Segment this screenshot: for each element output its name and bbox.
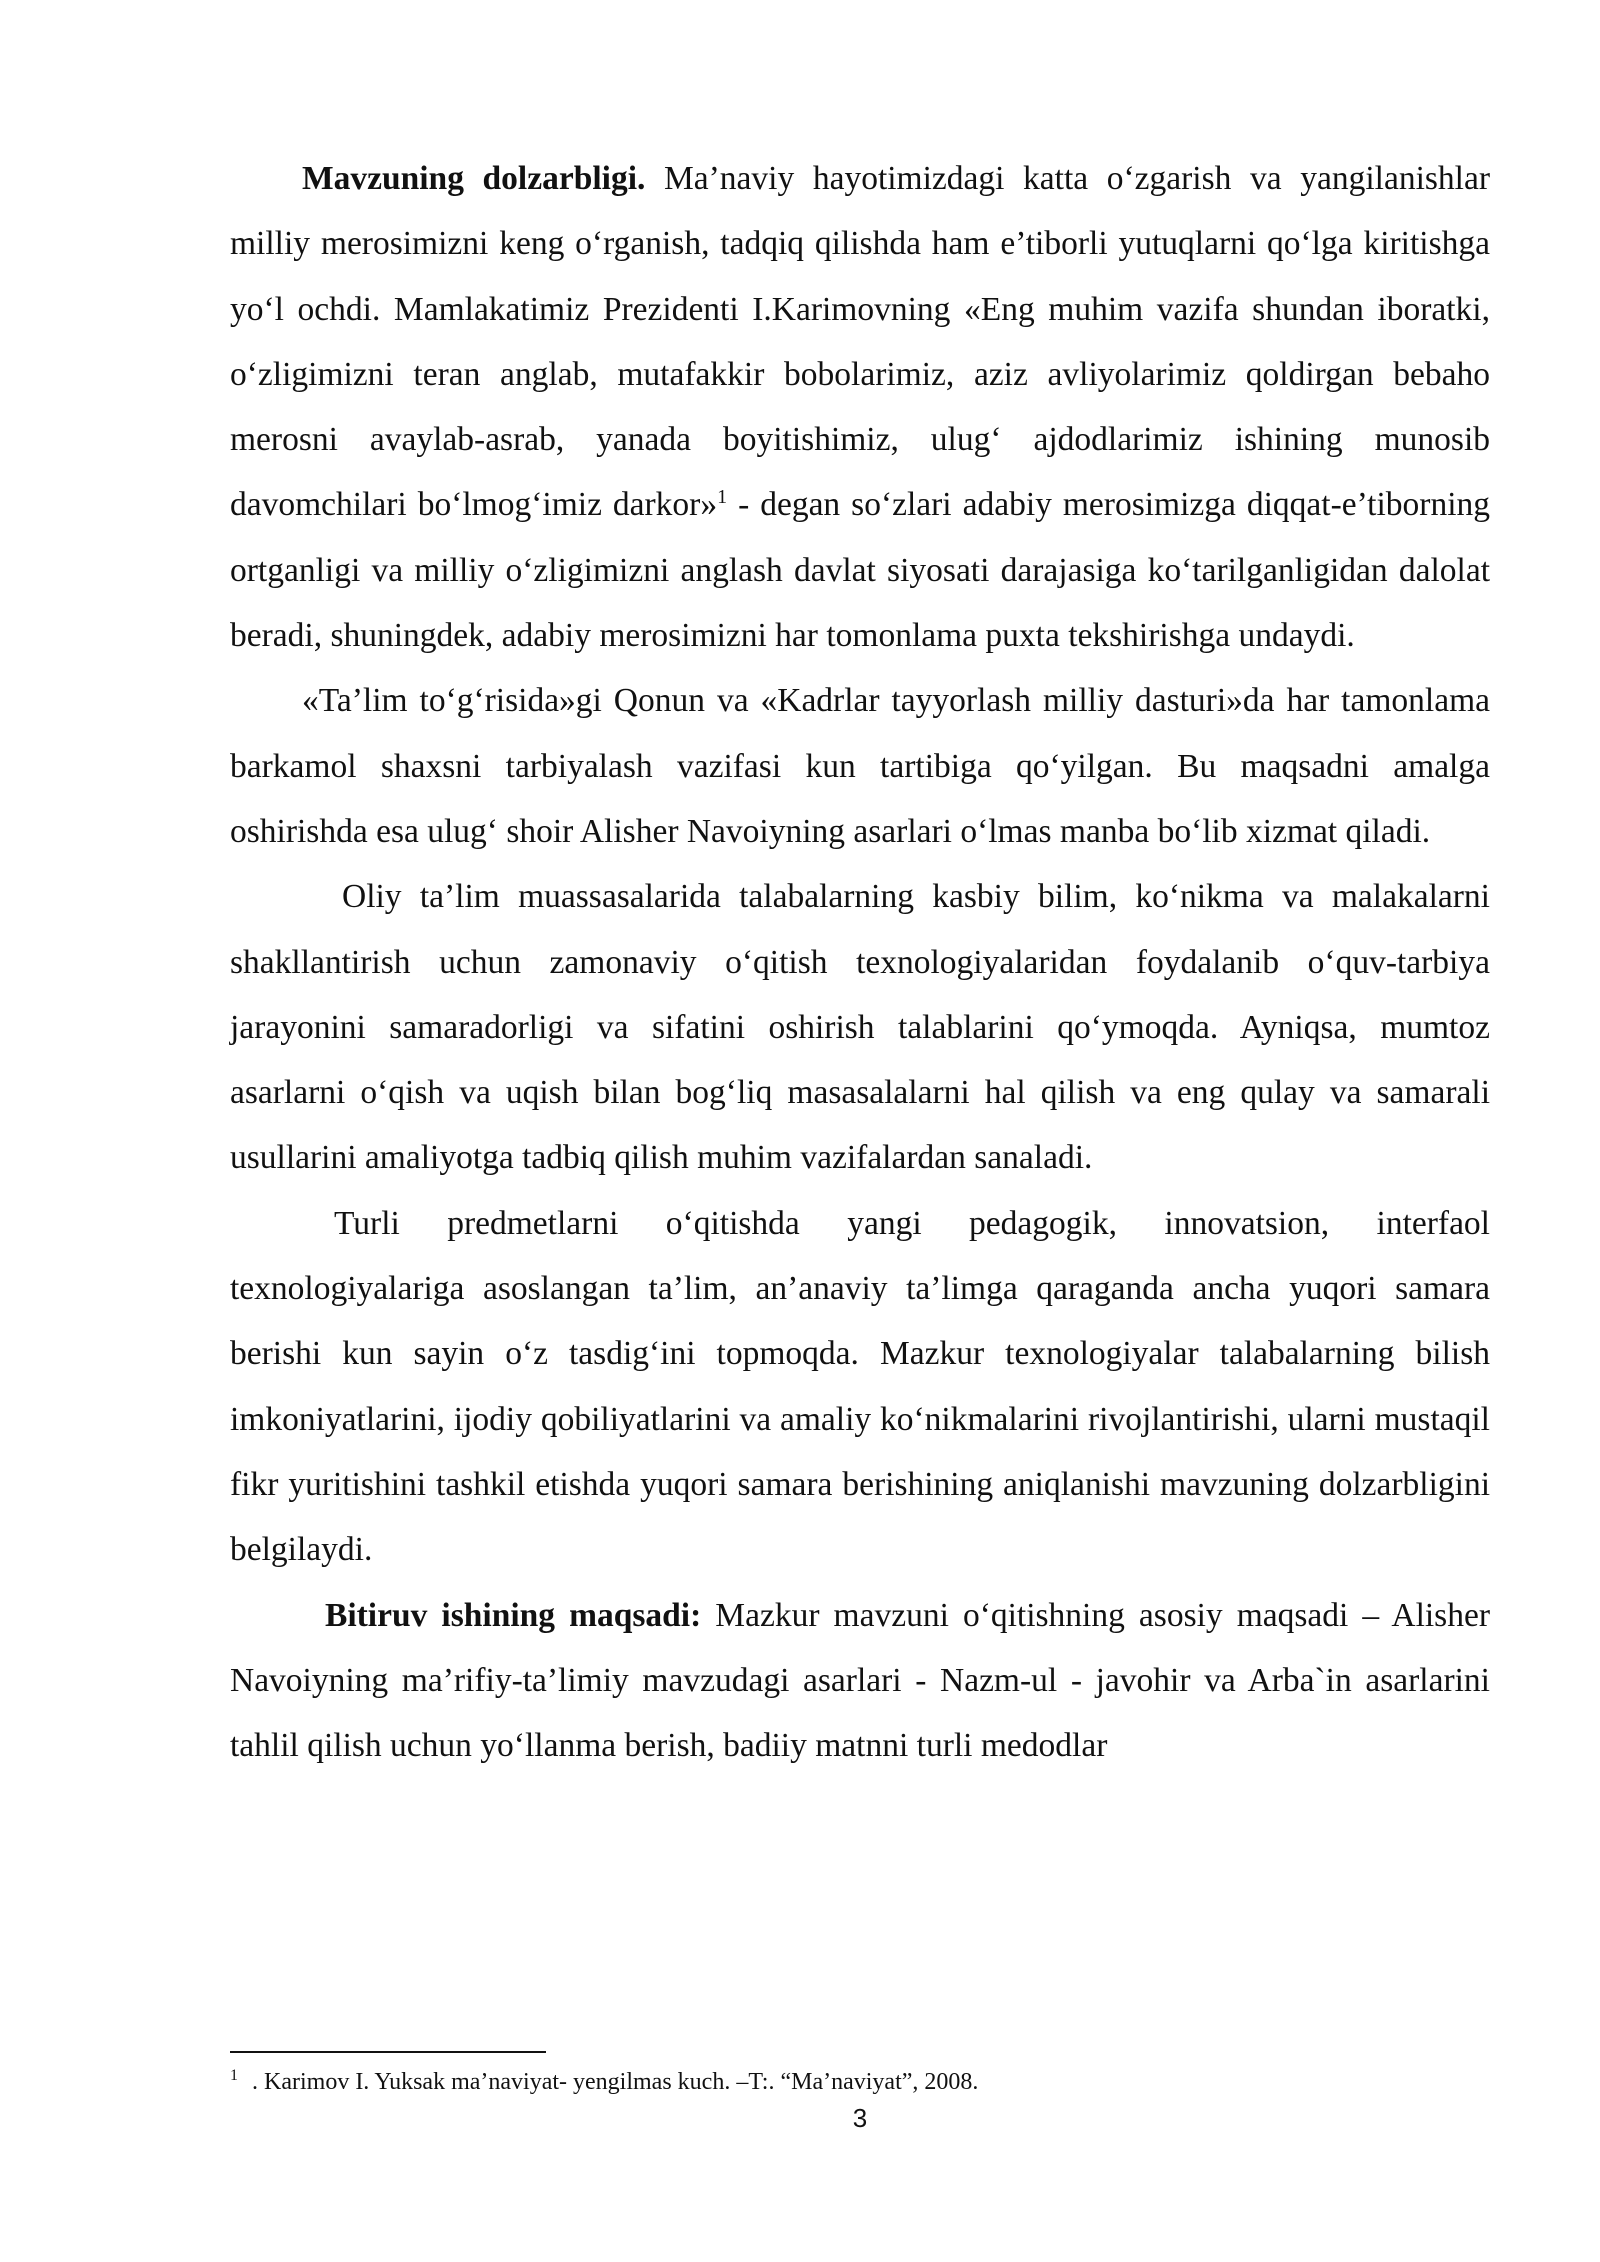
section-heading-relevance: Mavzuning dolzarbligi.	[302, 160, 646, 197]
paragraph-technologies: Turli predmetlarni o‘qitishda yangi pedagogik, innovatsion, interfaol texnologiyalariga asoslangan ta’lim, an’anaviy ta’limga qaraganda ancha yuqori samara berishi kun sayin o‘z tasdig‘ini topmoqda. Mazkur texnologiyalar talabalarning bilish imkoniyatlarini, ijodiy qobiliyatlarini va amaliy ko‘nikmalarini rivojlantirishi, ularni mustaqil fikr yuritishini tashkil etishda yuqori samara berishining aniqlanishi mavzuning dolzarbligini belgilaydi.	[230, 1204, 1490, 1569]
document-page	[230, 146, 1490, 1778]
footnote-number: 1	[230, 2067, 238, 2084]
paragraph-text: Mazkur mavzuni o‘qitishning asosiy maqsadi – Alisher Navoiyning ma’rifiy-ta’limiy mavzudagi asarlari - Nazm-ul - javohir va Arba`in asarlarini tahlil qilish uchun yo‘llanma berish, badiiy matnni turli medodlar	[230, 1596, 1490, 1765]
paragraph-text: - degan so‘zlari adabiy merosimizga diqqat-e’tiborning ortganligi va milliy o‘zligimizni anglash davlat siyosati darajasiga ko‘tarilganligidan dalolat beradi, shuningdek, adabiy merosimizni har tomonlama puxta tekshirishga undaydi.	[230, 486, 1490, 655]
paragraph-goal	[230, 1583, 1490, 1779]
paragraph-higher-education: Oliy ta’lim muassasalarida talabalarning kasbiy bilim, ko‘nikma va malakalarni shakllantirish uchun zamonaviy o‘qitish texnologiyalaridan foydalanib o‘quv-tarbiya jarayonini samaradorligi va sifatini oshirish talablarini qo‘ymoqda. Ayniqsa, mumtoz asarlarni o‘qish va uqish bilan bog‘liq masasalalarni hal qilish va eng qulay va samarali usullarini amaliyotga tadbiq qilish muhim vazifalardan sanaladi.	[230, 878, 1490, 1177]
footnote	[230, 2064, 1490, 2100]
paragraph-relevance	[230, 146, 1490, 668]
paragraph-law: «Ta’lim to‘g‘risida»gi Qonun va «Kadrlar tayyorlash milliy dasturi»da har tamonlama barkamol shaxsni tarbiyalash vazifasi kun tartibiga qo‘yilgan. Bu maqsadni amalga oshirishda esa ulug‘ shoir Alisher Navoiyning asarlari o‘lmas manba bo‘lib xizmat qiladi.	[230, 682, 1490, 850]
section-heading-goal: Bitiruv ishining maqsadi:	[325, 1596, 702, 1634]
paragraph-text: Ma’naviy hayotimizdagi katta o‘zgarish va yangilanishlar milliy merosimizni keng o‘rganish, tadqiq qilishda ham e’tiborli yutuqlarni qo‘lga kiritishga yo‘l ochdi. Mamlakatimiz Prezidenti I.Karimovning «Eng muhim vazifa shundan iboratki, o‘zligimizni teran anglab, mutafakkir bobolarimiz, aziz avliyolarimiz qoldirgan bebaho merosni avaylab-asrab, yanada boyitishimiz, ulug‘ ajdodlarimiz ishining munosib davomchilari bo‘lmog‘imiz darkor»	[230, 160, 1490, 524]
footnote-separator	[230, 2051, 546, 2053]
page-number: 3	[852, 2103, 868, 2133]
footnote-text: . Karimov I. Yuksak ma’naviyat- yengilmas kuch. –T:. “Ma’naviyat”, 2008.	[252, 2069, 979, 2095]
footnote-reference[interactable]: 1	[717, 486, 728, 509]
